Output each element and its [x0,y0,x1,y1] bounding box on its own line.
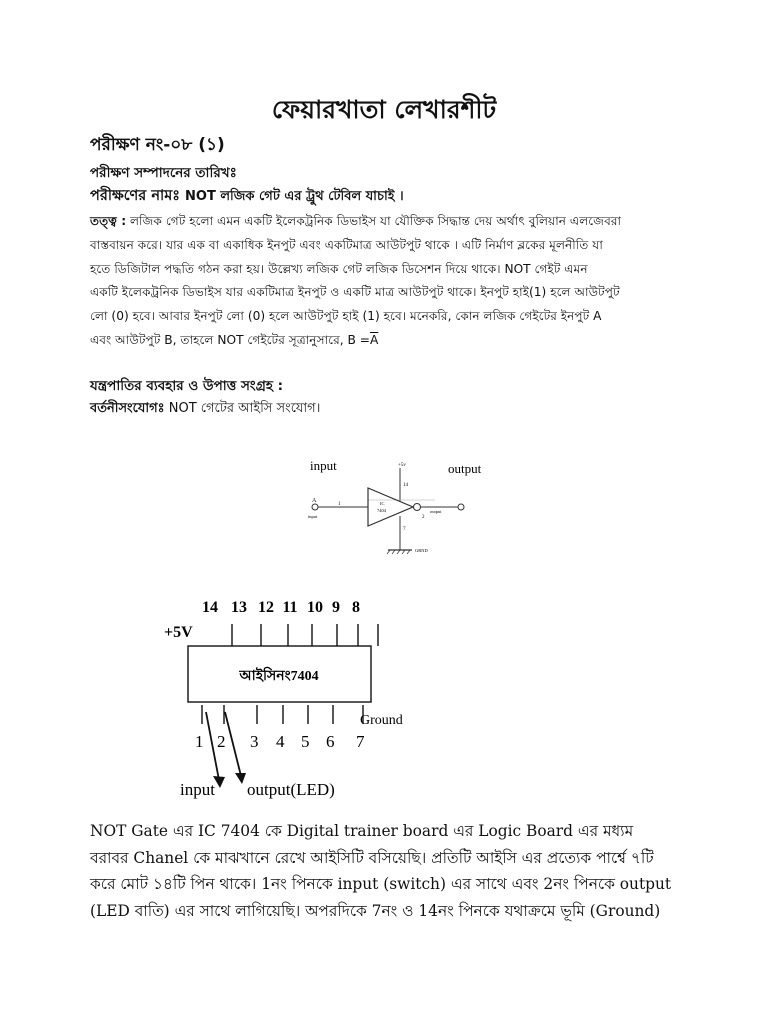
not-gate-symbol [368,488,413,526]
ic-label: আইসিনং7404 [239,669,319,684]
procedure-line: NOT Gate এর IC 7404 কে Digital trainer board এর Logic Board এর মধ্যম [90,822,634,840]
output-arrow [225,712,241,776]
bottom-pin-number: 5 [301,732,310,751]
fig2-output-label: output(LED) [247,780,335,799]
fig2-input-label: input [180,780,215,799]
experiment-name-label: পরীক্ষণের নামঃ [90,188,180,204]
circuit-connection [90,399,320,420]
experiment-name-value: NOT লজিক গেট এর ট্রুথ টেবিল যাচাই । [185,189,404,204]
fig1-pin2: 2 [422,515,425,520]
bottom-pin-labels [195,732,365,751]
theory-line: এবং আউটপুট B, তাহলে NOT গেইটের সূত্রানুসারে, B = [90,332,370,347]
procedure-line: করে মোট ১৪টি পিন থাকে। 1নং পিনকে input (switch) এর সাথে এবং 2নং পিনকে output [90,875,672,893]
top-pin-number: 8 [352,599,360,616]
theory-line: একটি ইলেকট্রনিক ডিভাইস যার একটিমাত্র ইনপুট ও একটি মাত্র আউটপুট থাকে। ইনপুট হাই(1) হলে আউটপুট [90,285,620,300]
top-pin-number: 14 [202,599,218,616]
bottom-pin-number: 6 [326,732,335,751]
top-pin-lines [232,624,378,646]
theory-label: তত্ত্ব : [90,214,127,228]
circuit-label: বর্তনীসংযোগঃ [90,401,165,416]
vcc-label: +5V [164,624,193,641]
bottom-pin-number: 7 [356,732,365,751]
top-pin-number: 9 [332,599,340,616]
procedure-line: (LED বাতি) এর সাথে লাগিয়েছি। অপরদিকে 7নং ও 14নং পিনকে যথাক্রমে ভূমি (Ground) [90,901,661,920]
top-pin-number: 13 [231,599,247,616]
procedure-paragraph [90,818,680,924]
circuit-value: NOT গেটের আইসি সংযোগ। [168,401,321,416]
svg-text:7404: 7404 [377,508,386,513]
fig1-output-small: output [430,509,442,514]
fig1-chip: IC [380,501,385,506]
date-label: পরীক্ষণ সম্পাদনের তারিখঃ [90,165,237,181]
fig1-input-small: input [308,514,318,519]
fig1-pin14: 14 [403,483,408,488]
fig1-pin1: 1 [338,502,341,507]
formula-a-bar: $\overline{A}$ [369,332,379,347]
top-pin-labels [202,599,360,616]
ic7404-pin-diagram [150,590,470,810]
fig1-pin7: 7 [403,527,406,532]
bottom-pin-number: 1 [195,732,204,751]
bottom-pin-number: 3 [250,732,259,751]
fig1-output-label: output [448,461,482,476]
bottom-pin-number: 4 [276,732,285,751]
fig1-input-label: input [310,458,337,473]
theory-line: লো (0) হবে। আবার ইনপুট লো (0) হলে আউটপুট হাই (1) হবে। মনেকরি, কোন লজিক গেইটের ইনপুট A [90,309,602,324]
top-pin-number: 10 [307,599,323,616]
top-pin-number: 12 [258,599,274,616]
ground-label: Ground [360,713,403,728]
page-title: ফেয়ারখাতা লেখারশীট [271,95,497,124]
fig1-vcc: +5v [398,463,406,468]
procedure-line: বরাবর Chanel কে মাঝখানে রেখে আইসিটি বসিয়েছি। প্রতিটি আইসি এর প্রত্যেক পার্শ্বে ৭টি [90,848,654,867]
not-gate-circuit-figure [290,450,510,570]
experiment-name [90,185,404,209]
fig1-gnd: GRND [415,548,428,553]
theory-paragraph [90,210,680,353]
theory-line: বাস্তবায়ন করে। যার এক বা একাধিক ইনপুট এবং একটিমাত্র আউটপুট থাকে । এটি নির্মাণ ব্লকের মূলনীতি যা [90,237,603,252]
theory-line: হতে ডিজিটাল পদ্ধতি গঠন করা হয়। উল্লেখ্য লজিক গেট লজিক ডিসেশন দিয়ে থাকে। NOT গেইট এমন [90,261,588,276]
theory-line: লজিক গেট হলো এমন একটি ইলেকট্রনিক ডিভাইস যা যৌক্তিক সিদ্ধান্ত দেয় অর্থাৎ বুলিয়ান এলজেবরা [129,214,622,228]
top-pin-number: 11 [282,599,298,616]
equipment-heading: যন্ত্রপাতির ব্যবহার ও উপাত্ত সংগ্রহ : [90,378,284,394]
experiment-number: পরীক্ষণ নং-০৮ (১) [90,135,225,155]
fig1-node-a: A [312,498,317,504]
bottom-pin-number: 2 [217,732,226,751]
